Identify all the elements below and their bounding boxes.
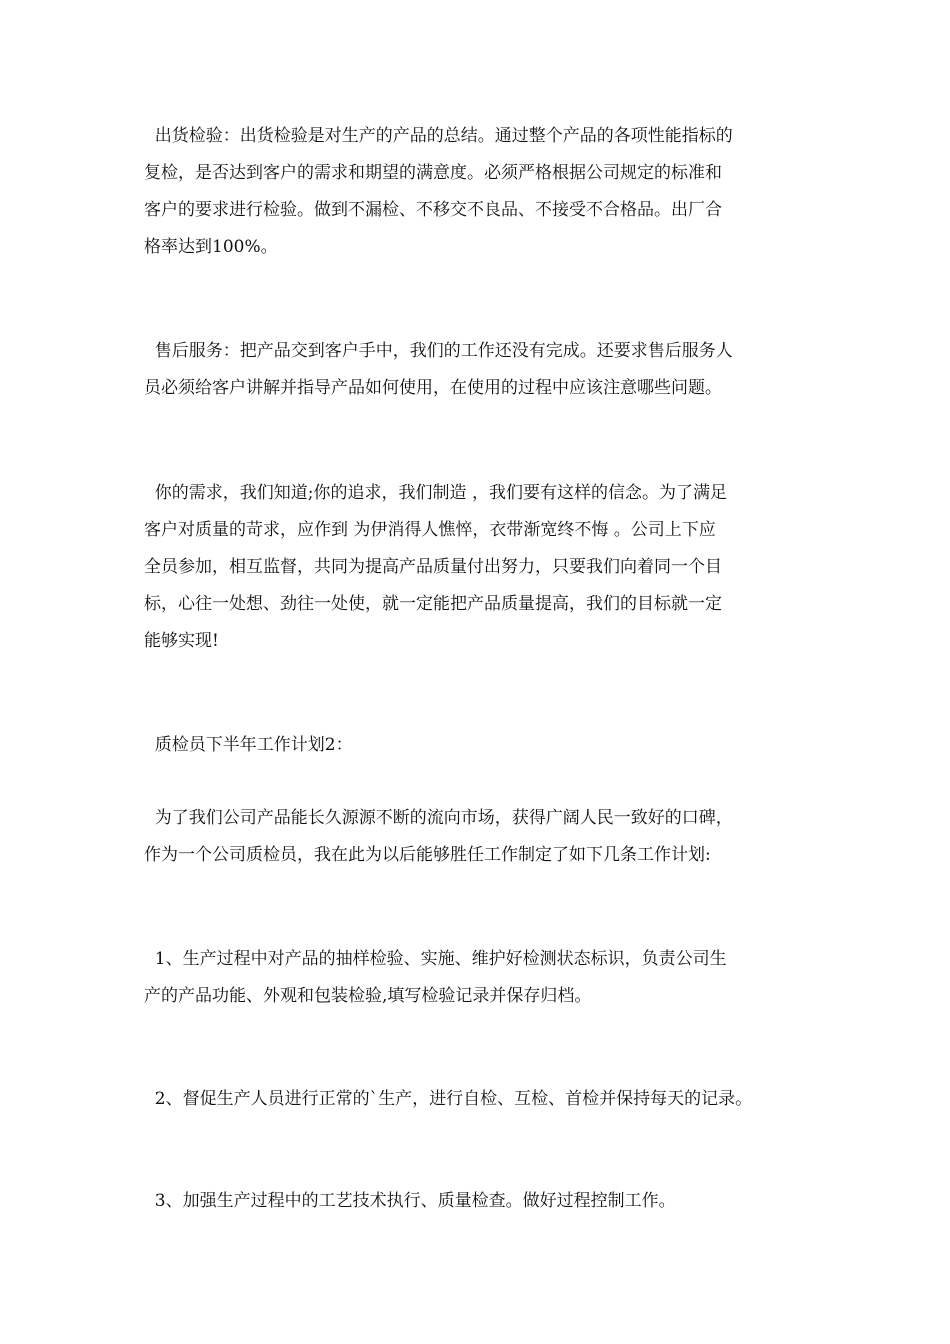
text-line: 2、督促生产人员进行正常的`生产，进行自检、互检、首检并保持每天的记录。 bbox=[144, 1089, 753, 1109]
text-line: 1、生产过程中对产品的抽样检验、实施、维护好检测状态标识，负责公司生 bbox=[144, 949, 727, 969]
text-line: 能够实现! bbox=[144, 631, 219, 651]
text-line: 格率达到100%。 bbox=[144, 237, 278, 257]
text-line: 你的需求，我们知道;你的追求，我们制造 ，我们要有这样的信念。为了满足 bbox=[144, 483, 727, 503]
text-line: 客户对质量的苛求，应作到 为伊消得人憔悴，衣带渐宽终不悔 。公司上下应 bbox=[144, 520, 716, 540]
text-line: 3、加强生产过程中的工艺技术执行、质量检查。做好过程控制工作。 bbox=[144, 1191, 676, 1211]
text-line: 售后服务：把产品交到客户手中，我们的工作还没有完成。还要求售后服务人 bbox=[144, 341, 733, 361]
text-line: 标，心往一处想、劲往一处使，就一定能把产品质量提高，我们的目标就一定 bbox=[144, 594, 722, 614]
paragraph-after-sales-service bbox=[144, 333, 834, 407]
list-item-2 bbox=[144, 1081, 834, 1118]
text-line: 为了我们公司产品能长久源源不断的流向市场，获得广阔人民一致好的口碑， bbox=[144, 808, 733, 828]
text-line: 产的产品功能、外观和包装检验,填写检验记录并保存归档。 bbox=[144, 986, 592, 1006]
text-line: 员必须给客户讲解并指导产品如何使用，在使用的过程中应该注意哪些问题。 bbox=[144, 378, 722, 398]
paragraph-plan-intro bbox=[144, 800, 834, 874]
list-item-1 bbox=[144, 941, 834, 1015]
section-heading-plan-2 bbox=[144, 727, 834, 764]
text-line: 客户的要求进行检验。做到不漏检、不移交不良品、不接受不合格品。出厂合 bbox=[144, 200, 722, 220]
text-line: 全员参加，相互监督，共同为提高产品质量付出努力，只要我们向着同一个目 bbox=[144, 557, 722, 577]
list-item-3 bbox=[144, 1183, 834, 1220]
heading-line: 质检员下半年工作计划2： bbox=[144, 735, 353, 755]
text-line: 作为一个公司质检员，我在此为以后能够胜任工作制定了如下几条工作计划: bbox=[144, 845, 711, 865]
text-line: 复检，是否达到客户的需求和期望的满意度。必须严格根据公司规定的标准和 bbox=[144, 163, 722, 183]
paragraph-shipment-inspection bbox=[144, 118, 834, 266]
paragraph-customer-needs bbox=[144, 475, 834, 660]
text-line: 出货检验：出货检验是对生产的产品的总结。通过整个产品的各项性能指标的 bbox=[144, 126, 733, 146]
